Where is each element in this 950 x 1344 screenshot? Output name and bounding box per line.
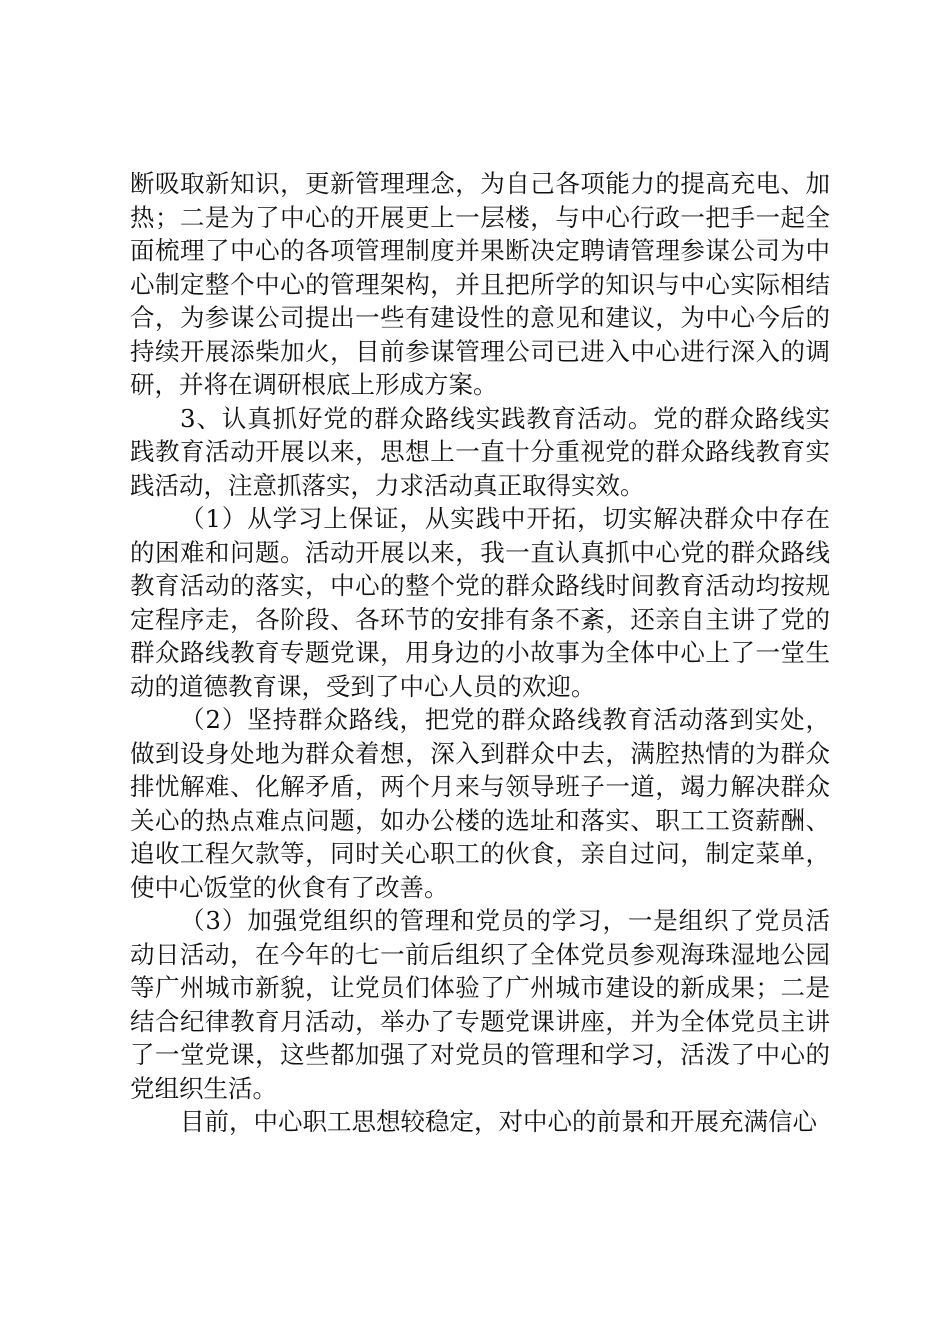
paragraph-item-2: （2）坚持群众路线，把党的群众路线教育活动落到实处，做到设身处地为群众着想，深入到群众中去，满腔热情的为群众排忧解难、化解矛盾，两个月来与领导班子一道，竭力解决群众关心的热点难点问题，如办公楼的选址和落实、职工工资薪酬、追收工程欠款等，同时关心职工的伙食，亲自过问，制定菜单，使中心饭堂的伙食有了改善。 — [130, 705, 830, 902]
document-body — [130, 167, 830, 1139]
paragraph-continued: 断吸取新知识，更新管理理念，为自己各项能力的提高充电、加热；二是为了中心的开展更上一层楼，与中心行政一把手一起全面梳理了中心的各项管理制度并果断决定聘请管理参谋公司为中心制定整个中心的管理架构，并且把所学的知识与中心实际相结合，为参谋公司提出一些有建设性的意见和建议，为中心今后的持续开展添柴加火，目前参谋管理公司已进入中心进行深入的调研，并将在调研根底上形成方案。 — [130, 169, 830, 399]
paragraph-current-status: 目前，中心职工思想较稳定，对中心的前景和开展充满信心 — [180, 1107, 817, 1136]
paragraph-item-1: （1）从学习上保证，从实践中开拓，切实解决群众中存在的困难和问题。活动开展以来，我一直认真抓中心党的群众路线教育活动的落实，中心的整个党的群众路线时间教育活动均按规定程序走，各阶段、各环节的安排有条不紊，还亲自主讲了党的群众路线教育专题党课，用身边的小故事为全体中心上了一堂生动的道德教育课，受到了中心人员的欢迎。 — [130, 504, 830, 701]
paragraph-section-3: 3、认真抓好党的群众路线实践教育活动。党的群众路线实践教育活动开展以来，思想上一直十分重视党的群众路线教育实践活动，注意抓落实，力求活动真正取得实效。 — [130, 403, 830, 500]
paragraph-item-3: （3）加强党组织的管理和党员的学习，一是组织了党员活动日活动，在今年的七一前后组织了全体党员参观海珠湿地公园等广州城市新貌，让党员们体验了广州城市建设的新成果；二是结合纪律教育月活动，举办了专题党课讲座，并为全体党员主讲了一堂党课，这些都加强了对党员的管理和学习，活泼了中心的党组织生活。 — [130, 906, 830, 1103]
